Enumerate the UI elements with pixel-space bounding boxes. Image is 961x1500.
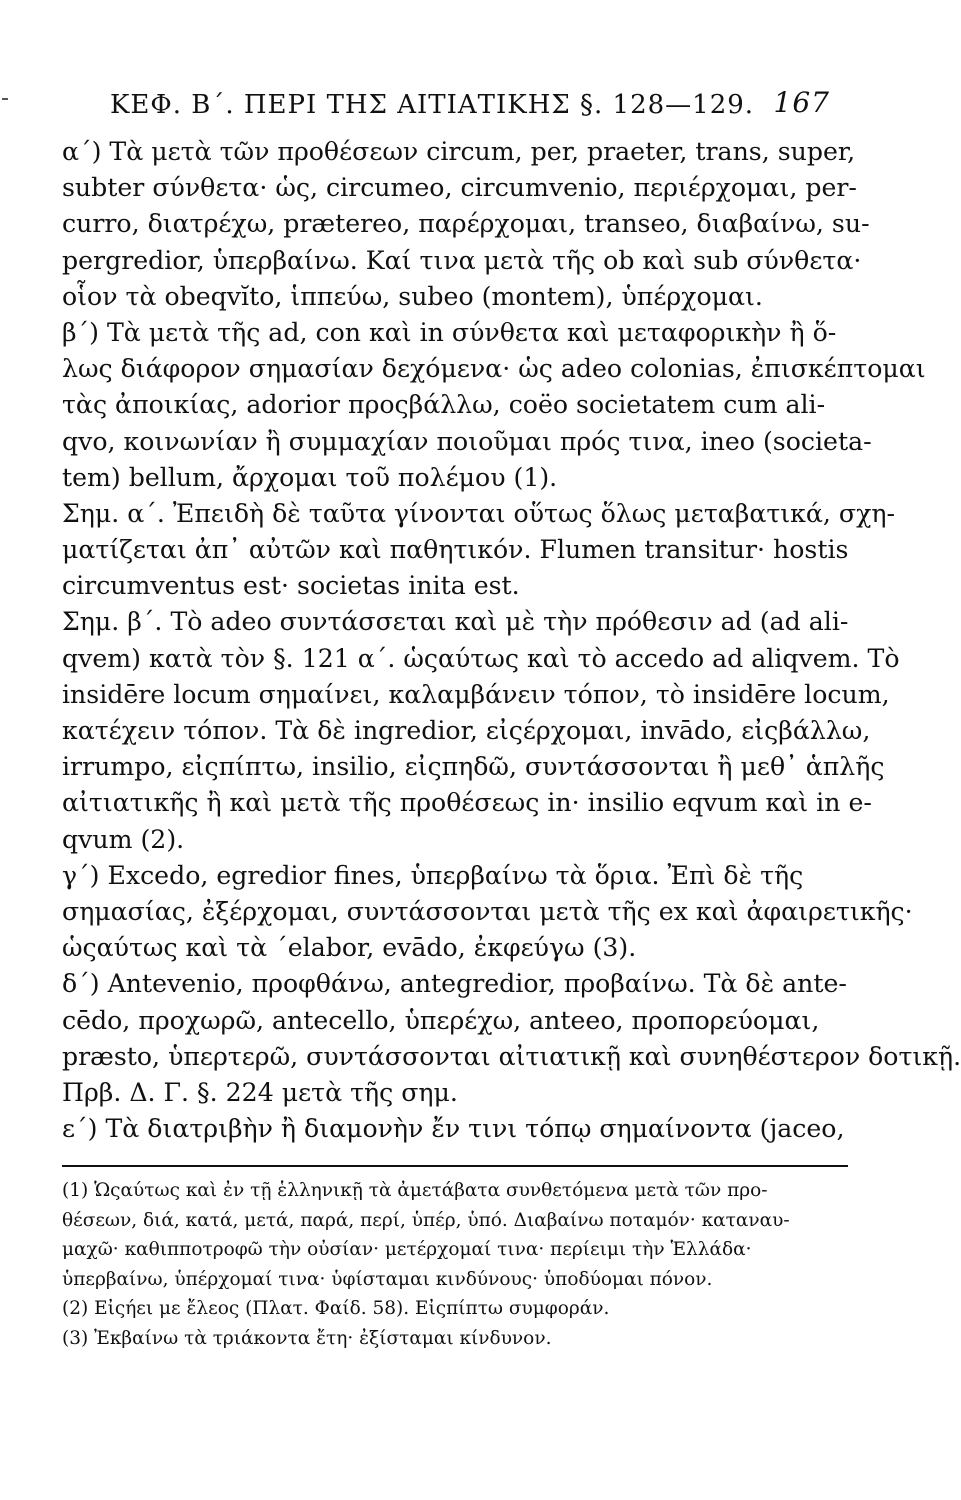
text-line: curro, διατρέχω, prætereo, παρέρχομαι, transeo, διαβαίνω, su- [62,209,870,239]
text-line: τὰς ἀποικίας, adorior προςβάλλω, coëo societatem cum ali- [62,390,826,420]
margin-mark [2,98,8,100]
text-line: λως διάφορον σημασίαν δεχόμενα· ὡς adeo colonias, ἐπισκέπτομαι [62,354,926,384]
text-line: σημασίας, ἐξέρχομαι, συντάσσονται μετὰ τῆς ex καὶ ἀφαιρετικῆς· [62,896,913,926]
footnote-rule [62,1165,848,1167]
footnote-line: (2) Εἰςήει με ἔλεος (Πλατ. Φαίδ. 58). Εἰςπίπτω συμφοράν. [62,1298,610,1320]
running-title: ΚΕΦ. Β΄. ΠΕΡΙ ΤΗΣ ΑΙΤΙΑΤΙΚΗΣ §. 128—129. [110,90,755,120]
text-line: οἷον τὰ obeqvĭto, ἱππεύω, subeo (montem), ὑπέρχομαι. [62,281,763,311]
footnote-line: (1) Ὡςαύτως καὶ ἐν τῇ ἑλληνικῇ τὰ ἀμετάβατα συνθετόμενα μετὰ τῶν προ- [62,1180,768,1201]
text-line: Πρβ. Δ. Γ. §. 224 μετὰ τῆς σημ. [62,1077,458,1107]
text-line: cēdo, προχωρῶ, antecello, ὑπερέχω, anteeo, προπορεύομαι, [62,1005,820,1035]
footnote-line: θέσεων, διά, κατά, μετά, παρά, περί, ὑπέρ, ὑπό. Διαβαίνω ποταμόν· καταναυ- [62,1209,790,1231]
text-line: Σημ. β΄. Τὸ adeo συντάσσεται καὶ μὲ τὴν πρόθεσιν ad (ad ali- [62,607,849,637]
footnote-line: (3) Ἐκβαίνω τὰ τριάκοντα ἔτη· ἐξίσταμαι κίνδυνον. [62,1327,552,1349]
text-line: αἰτιατικῆς ἢ καὶ μετὰ τῆς προθέσεως in· insilio eqvum καὶ in e- [62,788,872,818]
footnote-line: μαχῶ· καθιπποτροφῶ τὴν οὐσίαν· μετέρχομαί τινα· περίειμι τὴν Ἑλλάδα· [62,1239,752,1261]
text-line: præsto, ὑπερτερῶ, συντάσσονται αἰτιατικῇ καὶ συνηθέστερον δοτικῇ. [62,1041,961,1071]
text-line: Σημ. α΄. Ἐπειδὴ δὲ ταῦτα γίνονται οὕτως ὅλως μεταβατικά, σχη- [62,498,895,528]
text-line: ὡςαύτως καὶ τὰ ΄elabor, evādo, ἐκφεύγω (3). [62,933,637,963]
main-text [62,134,961,1147]
text-line: qvo, κοινωνίαν ἢ συμμαχίαν ποιοῦμαι πρός τινα, ineo (societa- [62,426,872,456]
text-line: ε΄) Τὰ διατριβὴν ἢ διαμονὴν ἔν τινι τόπῳ σημαίνοντα (jaceo, [62,1114,845,1144]
text-line: β΄) Τὰ μετὰ τῆς ad, con καὶ in σύνθετα καὶ μεταφορικὴν ἢ ὅ- [62,317,837,347]
text-line: subter σύνθετα· ὡς, circumeo, circumvenio, περιέρχομαι, per- [62,173,857,203]
text-line: insidēre locum σημαίνει, καλαμβάνειν τόπον, τὸ insidēre locum, [62,679,890,709]
text-line: tem) bellum, ἄρχομαι τοῦ πολέμου (1). [62,462,558,492]
text-line: α΄) Τὰ μετὰ τῶν προθέσεων circum, per, praeter, trans, super, [62,137,856,166]
text-line: pergredior, ὑπερβαίνω. Καί τινα μετὰ τῆς ob καὶ sub σύνθετα· [62,245,862,275]
page-header [110,86,830,126]
text-line: δ΄) Antevenio, προφθάνω, antegredior, προβαίνω. Τὰ δὲ ante- [62,969,847,999]
text-line: circumventus est· societas inita est. [62,571,520,601]
text-line: ματίζεται ἀπ᾽ αὐτῶν καὶ παθητικόν. Flumen transitur· hostis [62,535,849,565]
text-line: qvem) κατὰ τὸν §. 121 α΄. ὡςαύτως καὶ τὸ accedo ad aliqvem. Τὸ [62,643,900,673]
text-line: γ΄) Excedo, egredior fines, ὑπερβαίνω τὰ ὅρια. Ἐπὶ δὲ τῆς [62,860,804,890]
text-line: qvum (2). [62,824,185,854]
page-number: 167 [773,86,830,119]
text-line: irrumpo, εἰςπίπτω, insilio, εἰςπηδῶ, συντάσσονται ἢ μεθ᾽ ἁπλῆς [62,752,885,782]
text-line: κατέχειν τόπον. Τὰ δὲ ingredior, εἰςέρχομαι, invādo, εἰςβάλλω, [62,716,871,745]
footnote-line: ὑπερβαίνω, ὑπέρχομαί τινα· ὑφίσταμαι κινδύνους· ὑποδύομαι πόνον. [62,1268,713,1290]
footnotes [62,1176,848,1354]
